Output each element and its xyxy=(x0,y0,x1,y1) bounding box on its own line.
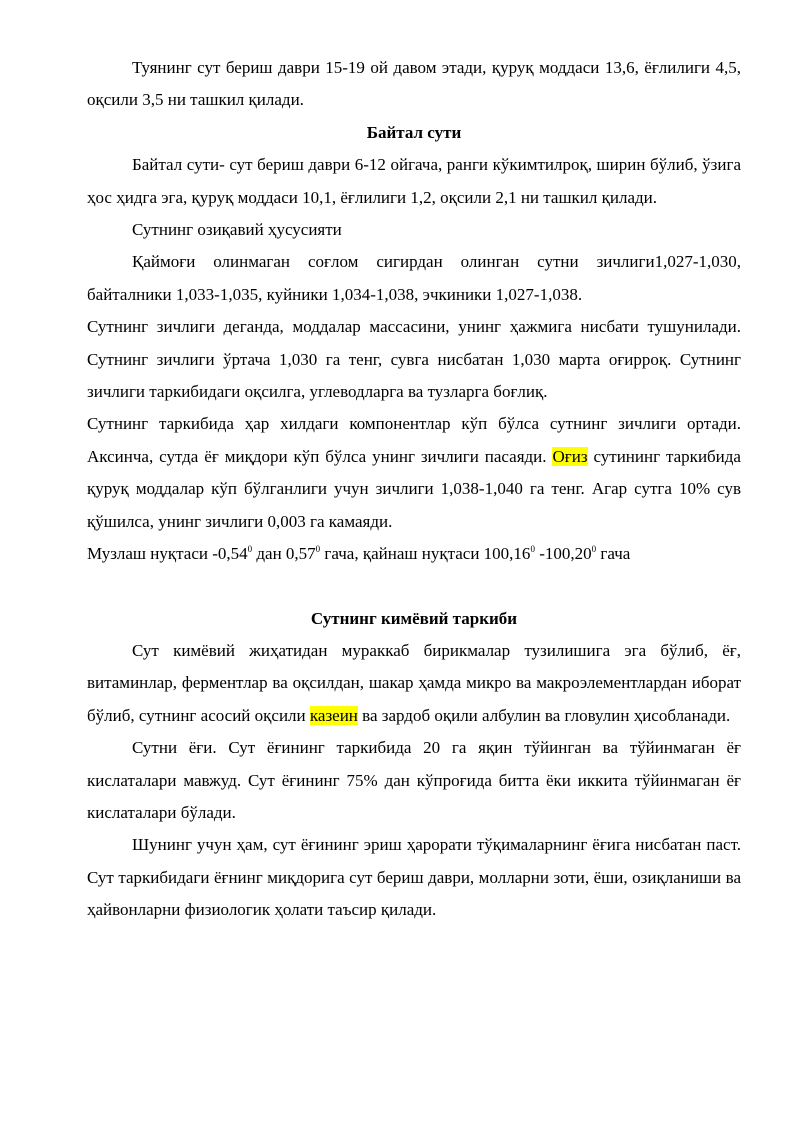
paragraph-nutritional-property: Сутнинг озиқавий ҳусусияти xyxy=(132,220,342,240)
paragraph-freezing-boiling-point xyxy=(87,538,741,570)
degree-superscript: 0 xyxy=(530,544,535,555)
paragraph-density-values: Қаймоғи олинмаган соғлом сигирдан олинган сутни зичлиги1,027-1,030, байталники 1,033-1,035, куйники 1,034-1,038, эчкиники 1,027-1,038. xyxy=(87,252,741,304)
highlighted-word-casein: казеин xyxy=(309,705,358,725)
heading-mare-milk: Байтал сути xyxy=(366,122,462,142)
text-segment: дан 0,57 xyxy=(252,544,316,564)
paragraph-melting-point: Шунинг учун ҳам, сут ёғининг эриш ҳарорати тўқималарнинг ёғига нисбатан паст. Сут таркибидаги ёғнинг миқдорига сут бериш даври, молларни зоти, ёши, озиқланиши ва ҳайвонларни физиологик ҳолати таъсир қилади. xyxy=(87,835,741,920)
text-segment: гача xyxy=(596,544,631,564)
degree-superscript: 0 xyxy=(247,544,253,555)
text-segment: -100,20 xyxy=(534,544,592,564)
text-segment: гача, қайнаш нуқтаси 100,16 xyxy=(320,544,531,564)
blank-line xyxy=(87,571,741,603)
degree-superscript: 0 xyxy=(315,544,321,555)
paragraph-density-components xyxy=(87,408,741,538)
highlighted-word-colostrum: Оғиз xyxy=(552,446,588,466)
degree-superscript: 0 xyxy=(591,544,597,555)
text-segment: Сутнинг таркибида ҳар хилдаги компонентлар кўп бўлса сутнинг зичлиги ортади. Аксинча, сутда ёғ миқдори кўп бўлса унинг зичлиги пасаяди. xyxy=(87,414,741,466)
document-page xyxy=(87,52,741,927)
text-segment: сутининг таркибида қуруқ моддалар кўп бўлганлиги учун зичлиги 1,038-1,040 га тенг. Агар сутга 10% сув қўшилса, унинг зичлиги 0,003 га камаяди. xyxy=(87,446,741,531)
paragraph-density-definition: Сутнинг зичлиги деганда, моддалар массасини, унинг ҳажмига нисбати тушунилади. Сутнинг зичлиги ўртача 1,030 га тенг, сувга нисбатан 1,030 марта оғирроқ. Сутнинг зичлиги таркибидаги оқсилга, углеводларга ва тузларга боғлиқ. xyxy=(87,317,741,402)
paragraph-mare-milk: Байтал сути- сут бериш даври 6-12 ойгача, ранги кўкимтилроқ, ширин бўлиб, ўзига ҳос ҳидга эга, қуруқ моддаси 10,1, ёғлилиги 1,2, оқсили 2,1 ни ташкил қилади. xyxy=(87,155,741,207)
heading-chemical-composition: Сутнинг кимёвий таркиби xyxy=(310,608,518,628)
text-segment: Музлаш нуқтаси -0,54 xyxy=(87,544,248,564)
paragraph-milk-fat: Сутни ёғи. Сут ёғининг таркибида 20 га яқин тўйинган ва тўйинмаган ёғ кислаталари мавжуд. Сут ёғининг 75% дан кўпроғида битта ёки иккита тўйинмаган ёғ кислаталари бўлади. xyxy=(87,738,741,822)
paragraph-camel-milk: Туянинг сут бериш даври 15-19 ой давом этади, қуруқ моддаси 13,6, ёғлилиги 4,5, оқсили 3,5 ни ташкил қилади. xyxy=(87,58,741,110)
text-segment: ва зардоб оқили албулин ва гловулин ҳисобланади. xyxy=(357,705,731,725)
paragraph-chemical-composition xyxy=(87,635,741,732)
text-segment: Сут кимёвий жиҳатидан мураккаб бирикмалар тузилишига эга бўлиб, ёғ, витаминлар, ферментлар ва оқсилдан, шакар ҳамда микро ва макроэлементлардан иборат бўлиб, сутнинг асосий оқсили xyxy=(87,640,741,725)
